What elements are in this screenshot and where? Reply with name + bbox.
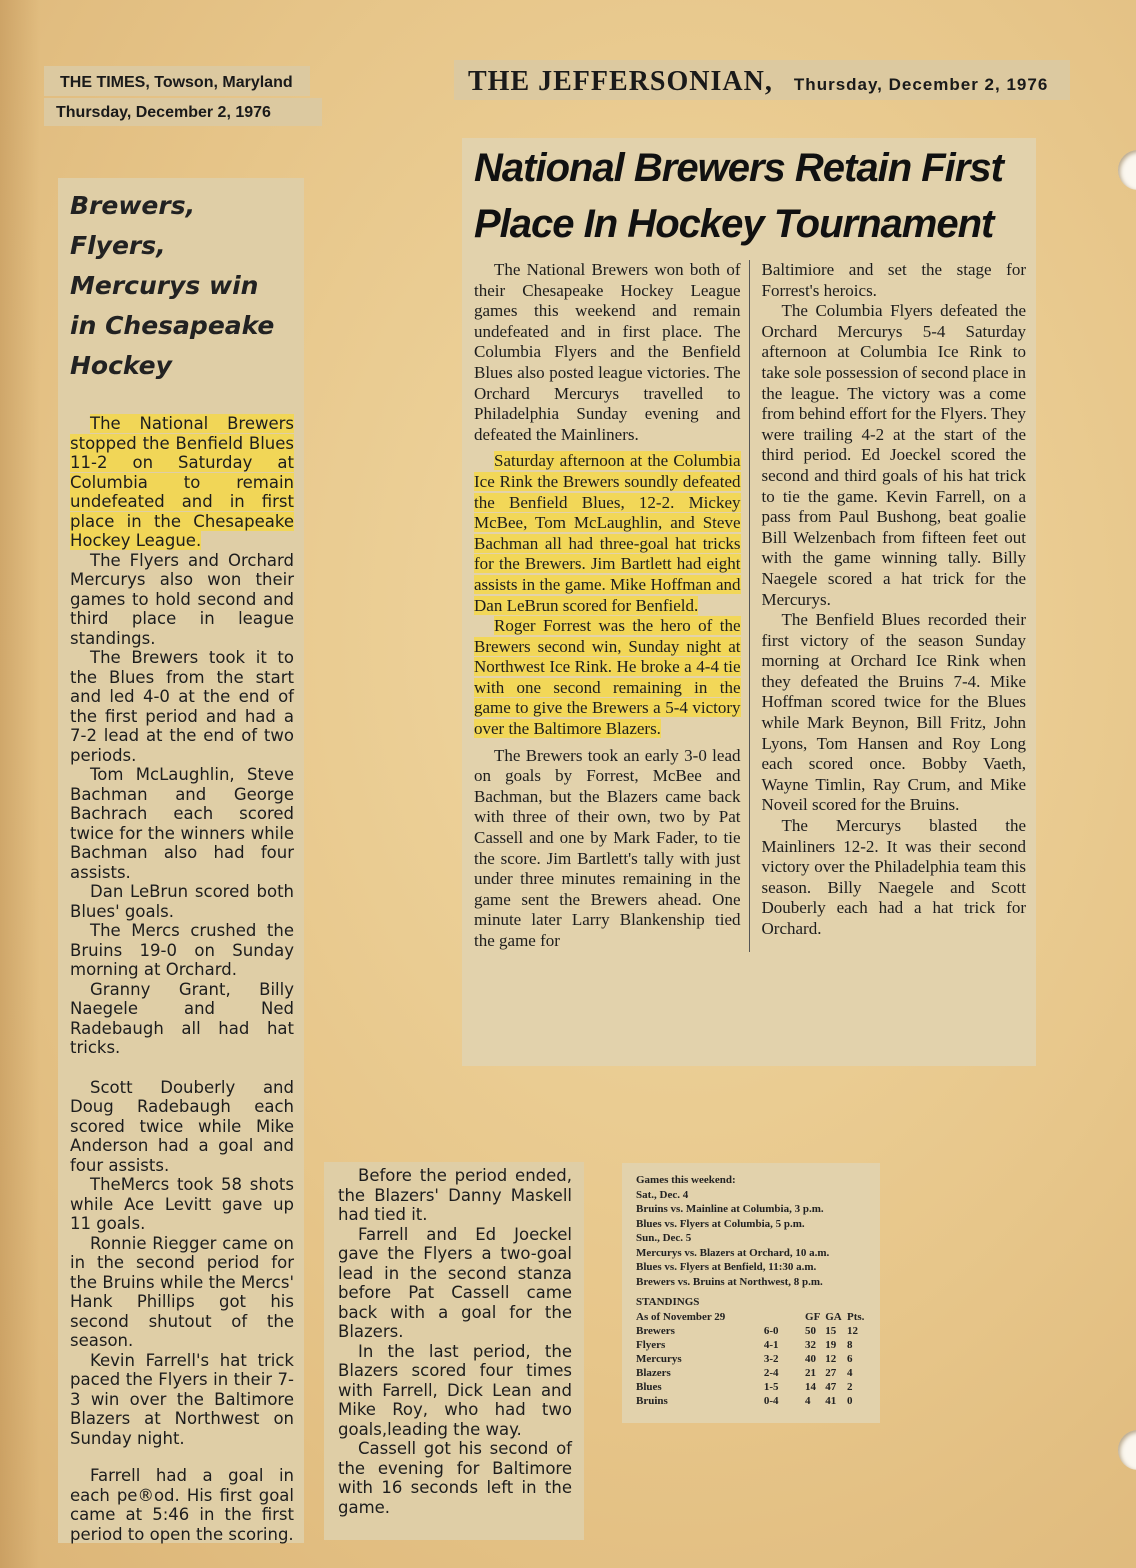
- jeffersonian-paragraph: The National Brewers won both of their Chesapeake Hockey League games this weekend and remain undefeated and in first place. The Columbia Flyers and the Benfield Blues also posted league victories. The Orchard Mercurys travelled to Philadelphia Sunday evening and defeated the Mainliners.: [474, 260, 741, 444]
- standings-ga: 12: [825, 1352, 837, 1365]
- jeffersonian-headline: [474, 140, 1026, 252]
- times-paragraph: Dan LeBrun scored both Blues' goals.: [70, 882, 294, 921]
- times-paragraph: The Flyers and Orchard Mercurys also won their games to hold second and third place in league standings.: [70, 550, 294, 648]
- standings-col-header: GA: [825, 1310, 842, 1323]
- schedule: [636, 1173, 870, 1310]
- schedule-game: Brewers vs. Bruins at Northwest, 8 p.m.: [636, 1275, 823, 1288]
- jeffersonian-headline-line: Place In Hockey Tournament: [474, 202, 994, 246]
- times-paragraph: Farrell had a goal in each pe®od. His first goal came at 5:46 in the first period to open the scoring.: [70, 1466, 294, 1544]
- times-paragraph: In the last period, the Blazers scored four times with Farrell, Dick Lean and Mike Roy, who had two goals,leading the way.: [338, 1341, 572, 1439]
- standings-team: Brewers: [636, 1324, 675, 1337]
- standings-ga: 27: [825, 1366, 837, 1379]
- times-headline-line: Brewers, Flyers,: [70, 191, 196, 260]
- jeffersonian-right-column: [762, 260, 1027, 952]
- standings-team: Blues: [636, 1380, 662, 1393]
- schedule-heading: Games this weekend:: [636, 1174, 736, 1186]
- standings-col-header: Pts.: [846, 1310, 865, 1323]
- standings-pts: 4: [846, 1366, 853, 1379]
- times-paragraph: The Brewers took it to the Blues from the start and led 4-0 at the end of the first period and had a 7-2 lead at the end of two periods.: [70, 648, 294, 765]
- standings-row: [636, 1394, 870, 1408]
- standings-record: 6-0: [763, 1324, 779, 1337]
- times-paragraph: Farrell and Ed Joeckel gave the Flyers a two-goal lead in the second stanza before Pat Cassell came back with a goal for the Blazers.: [338, 1224, 572, 1341]
- standings-pts: 12: [846, 1324, 858, 1337]
- page-edge-shadow: [0, 0, 40, 1568]
- times-paragraph: Scott Douberly and Doug Radebaugh each scored twice while Mike Anderson had a goal and four assists.: [70, 1077, 294, 1175]
- times-paragraph: Ronnie Riegger came on in the second period for the Bruins while the Mercs' Hank Phillips got his second shutout of the season.: [70, 1233, 294, 1350]
- times-paragraph: Tom McLaughlin, Steve Bachman and George Bachrach each scored twice for the winners while Bachman also had four assists.: [70, 765, 294, 882]
- times-paragraph: Cassell got his second of the evening for Baltimore with 16 seconds left in the game.: [338, 1439, 572, 1517]
- jeffersonian-paragraph: The Columbia Flyers defeated the Orchard Mercurys 5-4 Saturday afternoon at Columbia Ice Rink to take sole possession of second place in the league. The victory was a come from behind effort for the Flyers. They were trailing 4-2 at the start of the third period. Ed Joeckel scored the second and third goals of his hat trick to tie the game. Kevin Farrell, on a pass from Paul Bushong, beat goalie Bill Welzenbach from fifteen feet out with the game winning tally. Billy Naegele scored a hat trick for the Mercurys.: [761, 301, 1026, 609]
- times-headline: [70, 186, 294, 386]
- jeffersonian-paragraph: The Benfield Blues recorded their first victory of the season Sunday morning at Orchard Ice Rink when they defeated the Bruins 7-4. Mike Hoffman scored twice for the Blues while Mark Beynon, Bill Fritz, John Lyons, Tom Hansen and Roy Long each scored once. Bobby Vaeth, Wayne Timlin, Ray Crum, and Mike Noveil scored for the Bruins.: [761, 610, 1026, 815]
- standings-ga: 19: [825, 1338, 837, 1351]
- jeffersonian-paragraph: The Mercurys blasted the Mainliners 12-2. It was their second victory over the Philadelphia team this season. Billy Naegele and Scott Douberly each had a hat trick for Orchard.: [761, 816, 1026, 938]
- standings-gf: 50: [805, 1324, 817, 1337]
- standings-row: [636, 1324, 870, 1338]
- standings-pts: 6: [846, 1352, 853, 1365]
- times-paragraph: Granny Grant, Billy Naegele and Ned Radebaugh all had hat tricks.: [70, 979, 294, 1057]
- standings-pts: 0: [846, 1394, 853, 1407]
- times-headline-line: Mercurys win: [70, 271, 259, 300]
- standings-gf: 14: [805, 1380, 817, 1393]
- times-paragraph: The National Brewers stopped the Benfield Blues 11-2 on Saturday at Columbia to remain undefeated and in first place in the Chesapeake Hockey League.: [70, 414, 294, 550]
- jeffersonian-paragraph: Roger Forrest was the hero of the Brewers second win, Sunday night at Northwest Ice Rink. He broke a 4-4 tie with one second remaining in the game to give the Brewers a 5-4 victory over the Baltimore Blazers.: [474, 616, 741, 739]
- jeffersonian-date: Thursday, December 2, 1976: [793, 75, 1049, 94]
- jeffersonian-paragraph: Baltimiore and set the stage for Forrest's heroics.: [761, 260, 1026, 300]
- jeffersonian-masthead: THE JEFFERSONIAN,: [468, 66, 773, 97]
- standings-row: [636, 1352, 870, 1366]
- jeffersonian-clipping: [462, 138, 1036, 1066]
- standings-pts: 2: [846, 1380, 853, 1393]
- standings-pts: 8: [846, 1338, 853, 1351]
- standings-col-header: GF: [805, 1310, 821, 1323]
- standings-team: Bruins: [636, 1394, 668, 1407]
- jeffersonian-paragraph: The Brewers took an early 3-0 lead on goals by Forrest, McBee and Bachman, but the Blazers came back with three of their own, two by Pat Cassell and one by Mark Fader, to tie the score. Jim Bartlett's tally with just under three minutes remaining in the game sent the Brewers ahead. One minute later Larry Blankenship tied the game for: [474, 745, 741, 950]
- times-headline-line: in Chesapeake: [70, 311, 275, 340]
- standings-record: 3-2: [763, 1352, 779, 1365]
- standings-gf: 21: [805, 1366, 817, 1379]
- standings-team: Mercurys: [636, 1352, 682, 1365]
- standings-row: [636, 1380, 870, 1394]
- standings-record: 4-1: [763, 1338, 779, 1351]
- standings-ga: 41: [825, 1394, 837, 1407]
- schedule-day: Sun., Dec. 5: [636, 1232, 692, 1244]
- schedule-game: Blues vs. Flyers at Benfield, 11:30 a.m.: [636, 1261, 817, 1273]
- jeffersonian-headline-line: National Brewers Retain First: [474, 146, 1003, 190]
- times-paragraph: The Mercs crushed the Bruins 19-0 on Sunday morning at Orchard.: [70, 921, 294, 979]
- standings-title: STANDINGS: [636, 1296, 700, 1308]
- jeffersonian-left-column: [474, 260, 750, 952]
- jeffersonian-paragraph: Saturday afternoon at the Columbia Ice Rink the Brewers soundly defeated the Benfield Blues, 12-2. Mickey McBee, Tom McLaughlin, and Steve Bachman all had three-goal hat tricks for the Brewers. Jim Bartlett had eight assists in the game. Mike Hoffman and Dan LeBrun scored for Benfield.: [474, 451, 741, 615]
- times-date: Thursday, December 2, 1976: [44, 98, 322, 126]
- times-masthead: THE TIMES, Towson, Maryland: [44, 66, 310, 96]
- standings-record: 0-4: [763, 1394, 779, 1407]
- times-body: [70, 414, 294, 1544]
- jeffersonian-masthead-strip: [454, 60, 1070, 100]
- standings-ga: 47: [825, 1380, 837, 1393]
- standings-record: 2-4: [763, 1366, 779, 1379]
- standings-header-row: [636, 1310, 870, 1324]
- schedule-game: Bruins vs. Mainline at Columbia, 3 p.m.: [636, 1203, 824, 1215]
- times-headline-line: Hockey: [70, 351, 172, 380]
- standings-record: 1-5: [763, 1380, 779, 1393]
- schedule-standings-clipping: [622, 1163, 880, 1423]
- standings-team: Flyers: [636, 1338, 666, 1351]
- jeffersonian-columns: [474, 260, 1026, 952]
- standings-row: [636, 1366, 870, 1380]
- times-clipping: [58, 178, 304, 1543]
- standings-row: [636, 1338, 870, 1352]
- standings-asof: As of November 29: [636, 1310, 726, 1323]
- standings-gf: 32: [805, 1338, 817, 1351]
- times-continuation-body: [338, 1166, 572, 1517]
- standings-gf: 4: [805, 1394, 811, 1407]
- times-paragraph: TheMercs took 58 shots while Ace Levitt gave up 11 goals.: [70, 1175, 294, 1233]
- schedule-game: Mercurys vs. Blazers at Orchard, 10 a.m.: [636, 1246, 830, 1259]
- standings-team: Blazers: [636, 1366, 671, 1379]
- standings-ga: 15: [825, 1324, 837, 1337]
- times-continuation-clipping: [324, 1162, 584, 1540]
- times-paragraph: Kevin Farrell's hat trick paced the Flyers in their 7-3 win over the Baltimore Blazers at Northwest on Sunday night.: [70, 1350, 294, 1448]
- times-paragraph: Before the period ended, the Blazers' Danny Maskell had tied it.: [338, 1166, 572, 1224]
- schedule-day: Sat., Dec. 4: [636, 1188, 689, 1201]
- standings-table: [636, 1310, 870, 1408]
- standings-gf: 40: [805, 1352, 817, 1365]
- schedule-game: Blues vs. Flyers at Columbia, 5 p.m.: [636, 1217, 805, 1230]
